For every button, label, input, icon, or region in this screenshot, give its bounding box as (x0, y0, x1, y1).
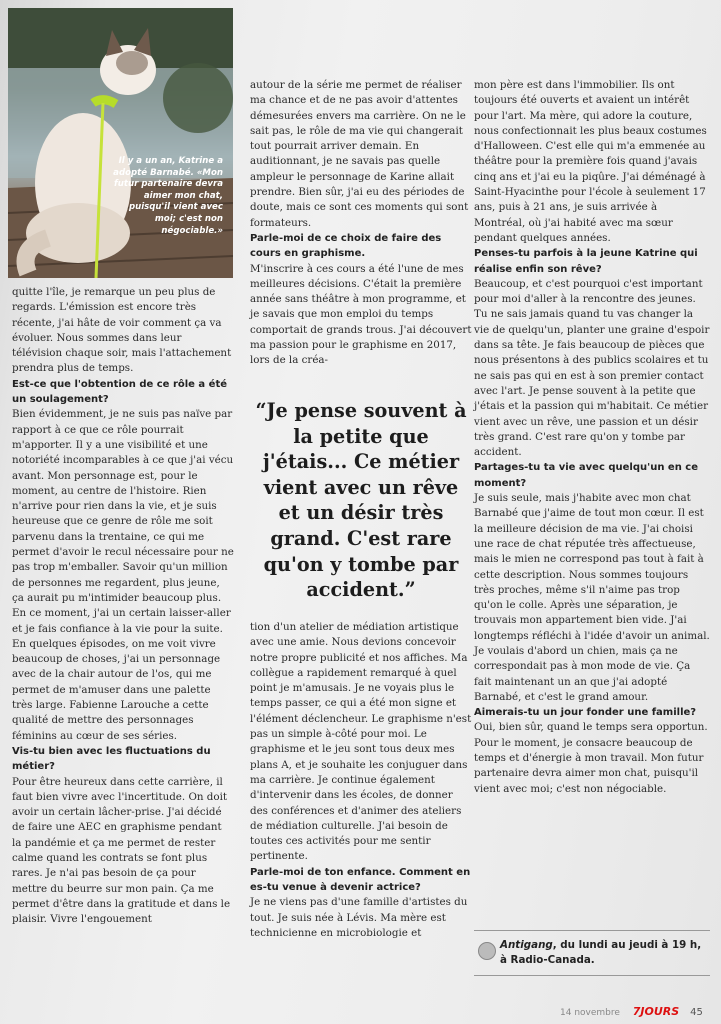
interview-question: Vis-tu bien avec les fluctuations du métier? (12, 745, 211, 773)
paragraph: Je suis seule, mais j'habite avec mon chat Barnabé que j'aime de tout mon cœur. Il est la meilleure décision de ma vie. J'ai choisi une race de chat réputée très affectueuse, mais le mien ne correspond pas tout à fait à cette description. Nous sommes toujours très proches, même s'il n'aime pas trop qu'on le colle. Après une séparation, je trouvais mon appartement bien vide. J'ai longtemps réfléchi à l'idée d'avoir un animal. Je voulais d'abord un chien, mais ça ne correspondait pas à mon mode de vie. Ça fait maintenant un an que j'ai adopté Barnabé, et c'est le grand amour. (474, 492, 710, 703)
paragraph: Bien évidemment, je ne suis pas naïve par rapport à ce que ce rôle pourrait m'apporter. Il y a une visibilité et une notoriété incomparables à ce que j'ai vécu avant. Mon personnage est, pour le moment, au centre de l'histoire. Rien n'arrive pour rien dans la vie, et je suis heureuse que ce genre de rôle me soit parvenu dans la trentaine, ce qui me permet d'avoir le recul nécessaire pour ne pas trop m'emballer. Savoir qu'un million de personnes me regardent, plus jeune, ça aurait pu m'intimider beaucoup plus. En ce moment, j'ai un certain laisser-aller et je fais confiance à la vie pour la suite. En quelques épisodes, on me voit vivre beaucoup de choses, j'ai un personnage avec de la chair autour de l'os, qui me permet de m'amuser dans une palette très large. Fabienne Larouche a cette qualité de mettre des personnages féminins au cœur de ses séries. (12, 408, 234, 742)
broadcast-info-box (474, 930, 710, 976)
show-title: Antigang (500, 939, 553, 951)
paragraph: Beaucoup, et c'est pourquoi c'est important pour moi d'aller à la rencontre des jeunes. Tu ne sais jamais quand tu vas changer la vie de quelqu'un, planter une graine d'espoir dans sa tête. Je fais beaucoup de pièces que nous présentons à des publics scolaires et tu ne sais pas qui en est à son premier contact avec l'art. Je pense souvent à la petite que j'étais et la passion qui m'habitait. Ce métier vient avec un rêve, une passion et un désir très grand. C'est rare qu'on y tombe par accident. (474, 277, 710, 459)
pull-quote: “Je pense souvent à la petite que j'étais... Ce métier vient avec un rêve et un désir très grand. C'est rare qu'on y tombe par accident.” (255, 399, 467, 602)
paragraph: Je ne viens pas d'une famille d'artistes du tout. Je suis née à Lévis. Ma mère est technicienne en microbiologie et (250, 896, 468, 939)
interview-question: Est-ce que l'obtention de ce rôle a été un soulagement? (12, 378, 228, 406)
cat-illustration (8, 8, 233, 278)
tv-icon (478, 942, 496, 960)
paragraph: Oui, bien sûr, quand le temps sera opportun. Pour le moment, je consacre beaucoup de temps et d'énergie à mon travail. Mon futur partenaire devra aimer mon chat, puisqu'il vient avec moi; c'est non négociable. (474, 721, 708, 795)
paragraph: autour de la série me permet de réaliser ma chance et de ne pas avoir d'attentes démesurées envers ma carrière. On ne le sait pas, le rôle de ma vie qui changerait tout pourrait arriver demain. En auditionnant, je ne savais pas quelle ampleur le personnage de Karine allait prendre. Bien sûr, j'ai eu des périodes de doute, mais ce sont ces moments qui sont formateurs. (250, 79, 469, 229)
interview-question: Parle-moi de ce choix de faire des cours en graphisme. (250, 232, 442, 260)
magazine-logo: 7JOURS (632, 1005, 680, 1018)
interview-question: Aimerais-tu un jour fonder une famille? (474, 707, 697, 719)
paragraph: quitte l'île, je remarque un peu plus de regards. L'émission est encore très récente, j'ai hâte de voir comment ça va évoluer. Nous sommes dans leur télévision chaque soir, mais l'attachement prendra plus de temps. (12, 286, 232, 375)
paragraph: Pour être heureux dans cette carrière, il faut bien vivre avec l'incertitude. On doit avoir un certain lâcher-prise. J'ai décidé de faire une AEC en graphisme pendant la pandémie et ça me permet de rester calme quand les contrats se font plus rares. Je n'ai pas besoin de ça pour mettre du beurre sur mon pain. Ça me permet d'être dans la gratitude et dans le plaisir. Vivre l'engouement (12, 775, 231, 926)
page-footer (560, 1005, 703, 1018)
column-2-top (250, 78, 472, 369)
interview-question: Partages-tu ta vie avec quelqu'un en ce moment? (474, 462, 699, 489)
photo-caption: Il y a un an, Katrine a adopté Barnabé. «Mon futur partenaire devra aimer mon chat, puisqu'il vient avec moi; c'est non négociable.» (113, 156, 223, 236)
interview-question: Penses-tu parfois à la jeune Katrine qui réalise enfin son rêve? (474, 248, 698, 275)
column-2-bottom (250, 620, 472, 941)
show-schedule: , du lundi au jeudi à 19 h, à Radio-Canada. (500, 939, 702, 966)
page-number: 45 (690, 1007, 703, 1018)
paragraph: mon père est dans l'immobilier. Ils ont toujours été ouverts et avaient un intérêt pour l'art. Ma mère, qui adore la couture, nous confectionnait les plus beaux costumes d'Halloween. C'est elle qui m'a emmenée au théâtre pour la première fois quand j'avais cinq ans et j'ai eu la piqûre. J'ai déménagé à Saint-Hyacinthe pour l'école à seulement 17 ans, puis à 21 ans, je suis arrivée à Montréal, où j'ai habité avec ma sœur pendant quelques années. (474, 79, 707, 244)
cat-photo (8, 8, 233, 278)
issue-date: 14 novembre (560, 1008, 620, 1018)
column-3 (474, 78, 710, 797)
column-1 (12, 285, 234, 927)
paragraph: tion d'un atelier de médiation artistique avec une amie. Nous devions concevoir notre propre publicité et nos affiches. Ma collègue a rapidement remarqué à quel point je m'amusais. Je ne voyais plus le temps passer, ce qui a été mon signe et l'élément déclencheur. Le graphisme n'est pas un simple à-côté pour moi. Le graphisme et le jeu sont tous deux mes plans A, et je souhaite les conjuguer dans ma carrière. Je continue également d'intervenir dans les écoles, de donner des conférences et d'animer des ateliers de médiation culturelle. J'ai besoin de toutes ces activités pour me sentir pertinente. (250, 621, 472, 863)
interview-question: Parle-moi de ton enfance. Comment en es-tu venue à devenir actrice? (250, 866, 471, 894)
paragraph: M'inscrire à ces cours a été l'une de mes meilleures décisions. C'était la première année sans théâtre à mon programme, et je savais que mon emploi du temps comportait de grands trous. J'ai découvert ma passion pour le graphisme en 2017, lors de la créa- (250, 262, 472, 367)
broadcast-info (500, 938, 706, 968)
